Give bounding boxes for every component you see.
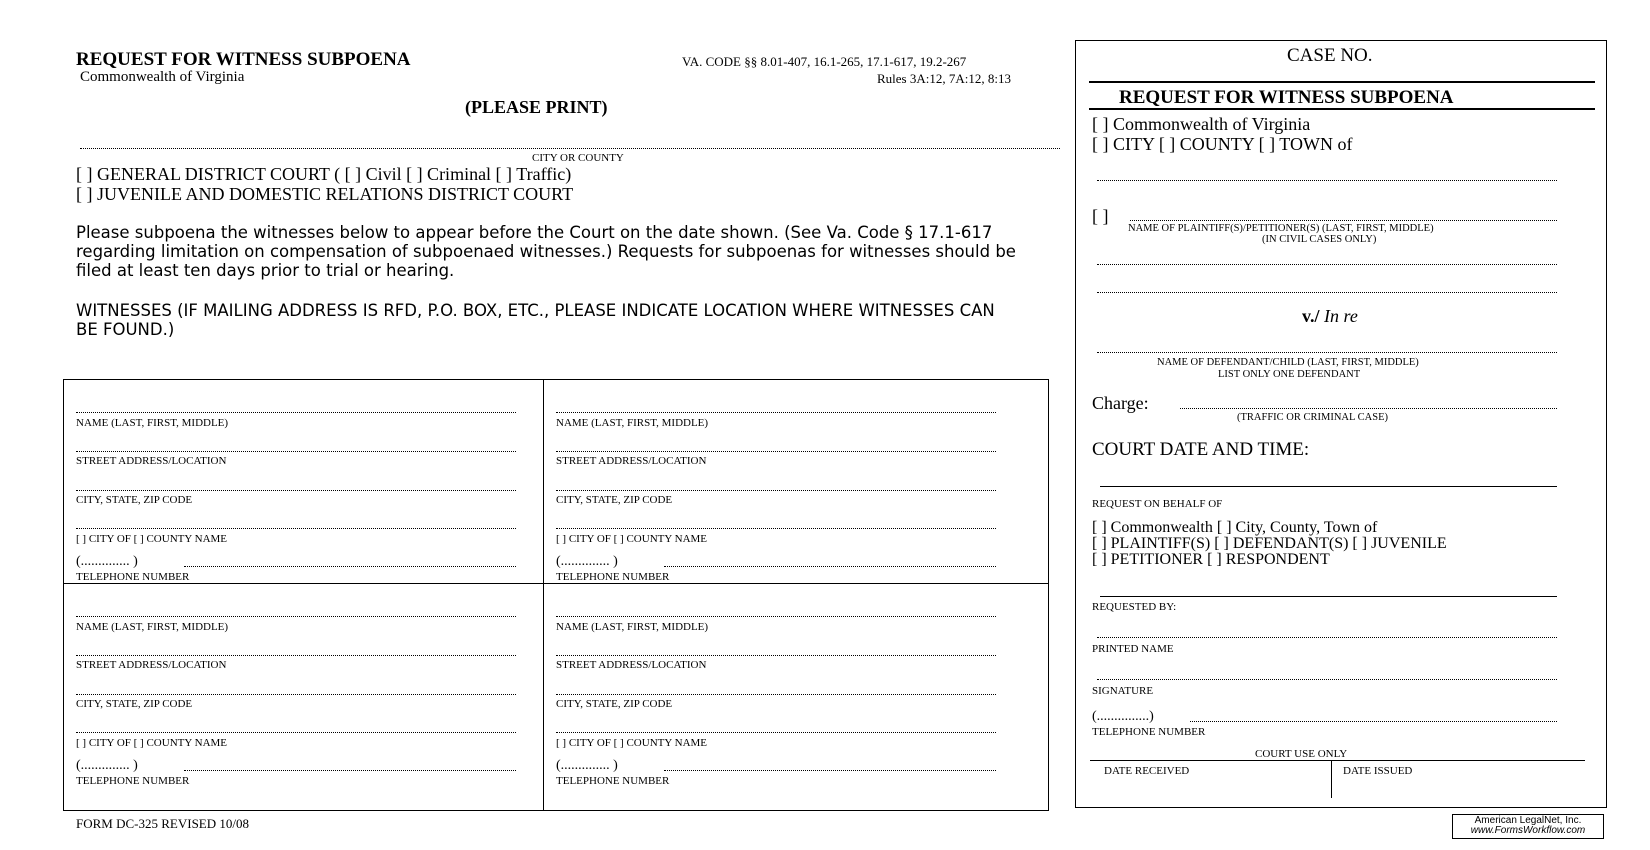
publisher-box [1452, 814, 1604, 839]
city-county-label[interactable]: [ ] CITY OF [ ] COUNTY NAME [76, 737, 228, 749]
request-on-behalf-label: REQUEST ON BEHALF OF [1092, 498, 1223, 510]
court-date-field[interactable] [1100, 486, 1557, 487]
locality-field[interactable] [1097, 180, 1557, 181]
plaintiff-field-3[interactable] [1097, 292, 1557, 293]
phone-field[interactable] [184, 566, 516, 567]
form-id: FORM DC-325 REVISED 10/08 [76, 816, 249, 831]
plaintiff-checkbox[interactable]: [ ] [1092, 206, 1109, 226]
printed-name-field[interactable] [1097, 637, 1557, 638]
phone-area-code[interactable]: (.............. ) [76, 758, 138, 773]
date-issued-label: DATE ISSUED [1343, 765, 1413, 777]
witness-block-1 [64, 380, 524, 583]
city-or-county-field[interactable] [80, 148, 1060, 149]
telephone-label: TELEPHONE NUMBER [556, 775, 670, 787]
please-print: (PLEASE PRINT) [465, 97, 608, 117]
panel-telephone-label: TELEPHONE NUMBER [1092, 726, 1206, 738]
name-field[interactable] [76, 412, 516, 413]
city-label: CITY, STATE, ZIP CODE [76, 698, 193, 710]
street-field[interactable] [76, 451, 516, 452]
street-field[interactable] [556, 451, 996, 452]
defendant-label-note: LIST ONLY ONE DEFENDANT [1218, 369, 1361, 380]
phone-area-code[interactable]: (.............. ) [556, 554, 618, 569]
case-no-label: CASE NO. [1287, 45, 1373, 66]
phone-field[interactable] [184, 770, 516, 771]
plaintiff-field-2[interactable] [1097, 264, 1557, 265]
signature-field[interactable] [1097, 679, 1557, 680]
telephone-label: TELEPHONE NUMBER [76, 775, 190, 787]
telephone-label: TELEPHONE NUMBER [76, 571, 190, 583]
name-field[interactable] [76, 616, 516, 617]
panel-phone-field[interactable] [1190, 721, 1557, 722]
witness-block-2 [544, 380, 1004, 583]
court-use-only-label: COURT USE ONLY [1255, 748, 1348, 760]
city-county-label[interactable]: [ ] CITY OF [ ] COUNTY NAME [556, 737, 708, 749]
city-county-field[interactable] [76, 732, 516, 733]
street-label: STREET ADDRESS/LOCATION [76, 659, 227, 671]
charge-label: Charge: [1092, 393, 1149, 413]
court-options-line-2[interactable]: [ ] JUVENILE AND DOMESTIC RELATIONS DISTRICT COURT [76, 184, 574, 204]
commonwealth-option[interactable]: [ ] Commonwealth of Virginia [1092, 114, 1311, 134]
charge-field[interactable] [1180, 408, 1557, 409]
date-received-label: DATE RECEIVED [1104, 765, 1190, 777]
city-county-label[interactable]: [ ] CITY OF [ ] COUNTY NAME [556, 533, 708, 545]
city-label: CITY, STATE, ZIP CODE [556, 494, 673, 506]
name-label: NAME (LAST, FIRST, MIDDLE) [556, 621, 709, 633]
phone-area-code[interactable]: (.............. ) [556, 758, 618, 773]
requested-by-label: REQUESTED BY: [1092, 601, 1177, 613]
form-title: REQUEST FOR WITNESS SUBPOENA [76, 49, 411, 70]
name-label: NAME (LAST, FIRST, MIDDLE) [76, 621, 229, 633]
title-rule-bottom [1089, 108, 1595, 110]
street-field[interactable] [556, 655, 996, 656]
city-or-county-label: CITY OR COUNTY [532, 152, 624, 164]
requested-by-field[interactable] [1100, 596, 1557, 597]
city-county-label[interactable]: [ ] CITY OF [ ] COUNTY NAME [76, 533, 228, 545]
phone-field[interactable] [664, 566, 996, 567]
street-label: STREET ADDRESS/LOCATION [556, 455, 707, 467]
plaintiff-label-civil: (IN CIVIL CASES ONLY) [1262, 234, 1377, 245]
panel-title: REQUEST FOR WITNESS SUBPOENA [1119, 87, 1454, 108]
behalf-options-1[interactable]: [ ] Commonwealth [ ] City, County, Town of [1092, 519, 1378, 536]
rules: Rules 3A:12, 7A:12, 8:13 [877, 71, 1011, 86]
court-use-divider [1331, 761, 1332, 798]
plaintiff-label: NAME OF PLAINTIFF(S)/PETITIONER(S) (LAST, FIRST, MIDDLE) [1128, 223, 1434, 234]
case-panel [1075, 40, 1607, 808]
printed-name-label: PRINTED NAME [1092, 643, 1174, 655]
witness-block-3 [64, 584, 524, 787]
panel-phone-area-code[interactable]: (...............) [1092, 709, 1154, 724]
street-label: STREET ADDRESS/LOCATION [76, 455, 227, 467]
plaintiff-field[interactable] [1130, 220, 1557, 221]
defendant-field[interactable] [1097, 352, 1557, 353]
form-subtitle: Commonwealth of Virginia [80, 69, 245, 85]
city-field[interactable] [76, 490, 516, 491]
va-code: VA. CODE §§ 8.01-407, 16.1-265, 17.1-617, 19.2-267 [682, 54, 967, 69]
versus-label [1302, 306, 1358, 327]
city-field[interactable] [556, 694, 996, 695]
vs-text: v./ [1302, 306, 1320, 326]
phone-area-code[interactable]: (.............. ) [76, 554, 138, 569]
charge-sublabel: (TRAFFIC OR CRIMINAL CASE) [1237, 412, 1388, 423]
court-options-line-1[interactable]: [ ] GENERAL DISTRICT COURT ( [ ] Civil [ ] Criminal [ ] Traffic) [76, 164, 572, 184]
street-label: STREET ADDRESS/LOCATION [556, 659, 707, 671]
court-date-label: COURT DATE AND TIME: [1092, 439, 1310, 460]
court-use-rule [1090, 760, 1585, 761]
telephone-label: TELEPHONE NUMBER [556, 571, 670, 583]
signature-label: SIGNATURE [1092, 685, 1154, 697]
city-label: CITY, STATE, ZIP CODE [556, 698, 673, 710]
witnesses-heading: WITNESSES (IF MAILING ADDRESS IS RFD, P.O. BOX, ETC., PLEASE INDICATE LOCATION WHERE WITNESSES CAN BE FOUND.) [76, 301, 995, 339]
phone-field[interactable] [664, 770, 996, 771]
instructions-paragraph: Please subpoena the witnesses below to appear before the Court on the date shown. (See Va. Code § 17.1-617 regarding limitation on compensation of subpoenaed witnesses.) Requests for subpoenas for witnesses should be filed at least ten days prior to trial or hearing. [76, 223, 1016, 280]
publisher-url[interactable]: www.FormsWorkflow.com [1470, 825, 1586, 836]
defendant-label: NAME OF DEFENDANT/CHILD (LAST, FIRST, MIDDLE) [1157, 357, 1419, 368]
city-label: CITY, STATE, ZIP CODE [76, 494, 193, 506]
city-county-town-option[interactable]: [ ] CITY [ ] COUNTY [ ] TOWN of [1092, 134, 1353, 154]
city-county-field[interactable] [556, 528, 996, 529]
city-field[interactable] [76, 694, 516, 695]
title-rule-top [1089, 81, 1595, 83]
name-field[interactable] [556, 616, 996, 617]
name-field[interactable] [556, 412, 996, 413]
witness-block-4 [544, 584, 1004, 787]
name-label: NAME (LAST, FIRST, MIDDLE) [76, 417, 229, 429]
witness-grid [63, 379, 1049, 811]
behalf-options-3[interactable]: [ ] PETITIONER [ ] RESPONDENT [1092, 551, 1330, 568]
city-county-field[interactable] [76, 528, 516, 529]
city-field[interactable] [556, 490, 996, 491]
behalf-options-2[interactable]: [ ] PLAINTIFF(S) [ ] DEFENDANT(S) [ ] JUVENILE [1092, 535, 1447, 552]
publisher-name: American LegalNet, Inc. [1474, 815, 1582, 826]
name-label: NAME (LAST, FIRST, MIDDLE) [556, 417, 709, 429]
in-re-text: In re [1324, 306, 1358, 326]
street-field[interactable] [76, 655, 516, 656]
city-county-field[interactable] [556, 732, 996, 733]
